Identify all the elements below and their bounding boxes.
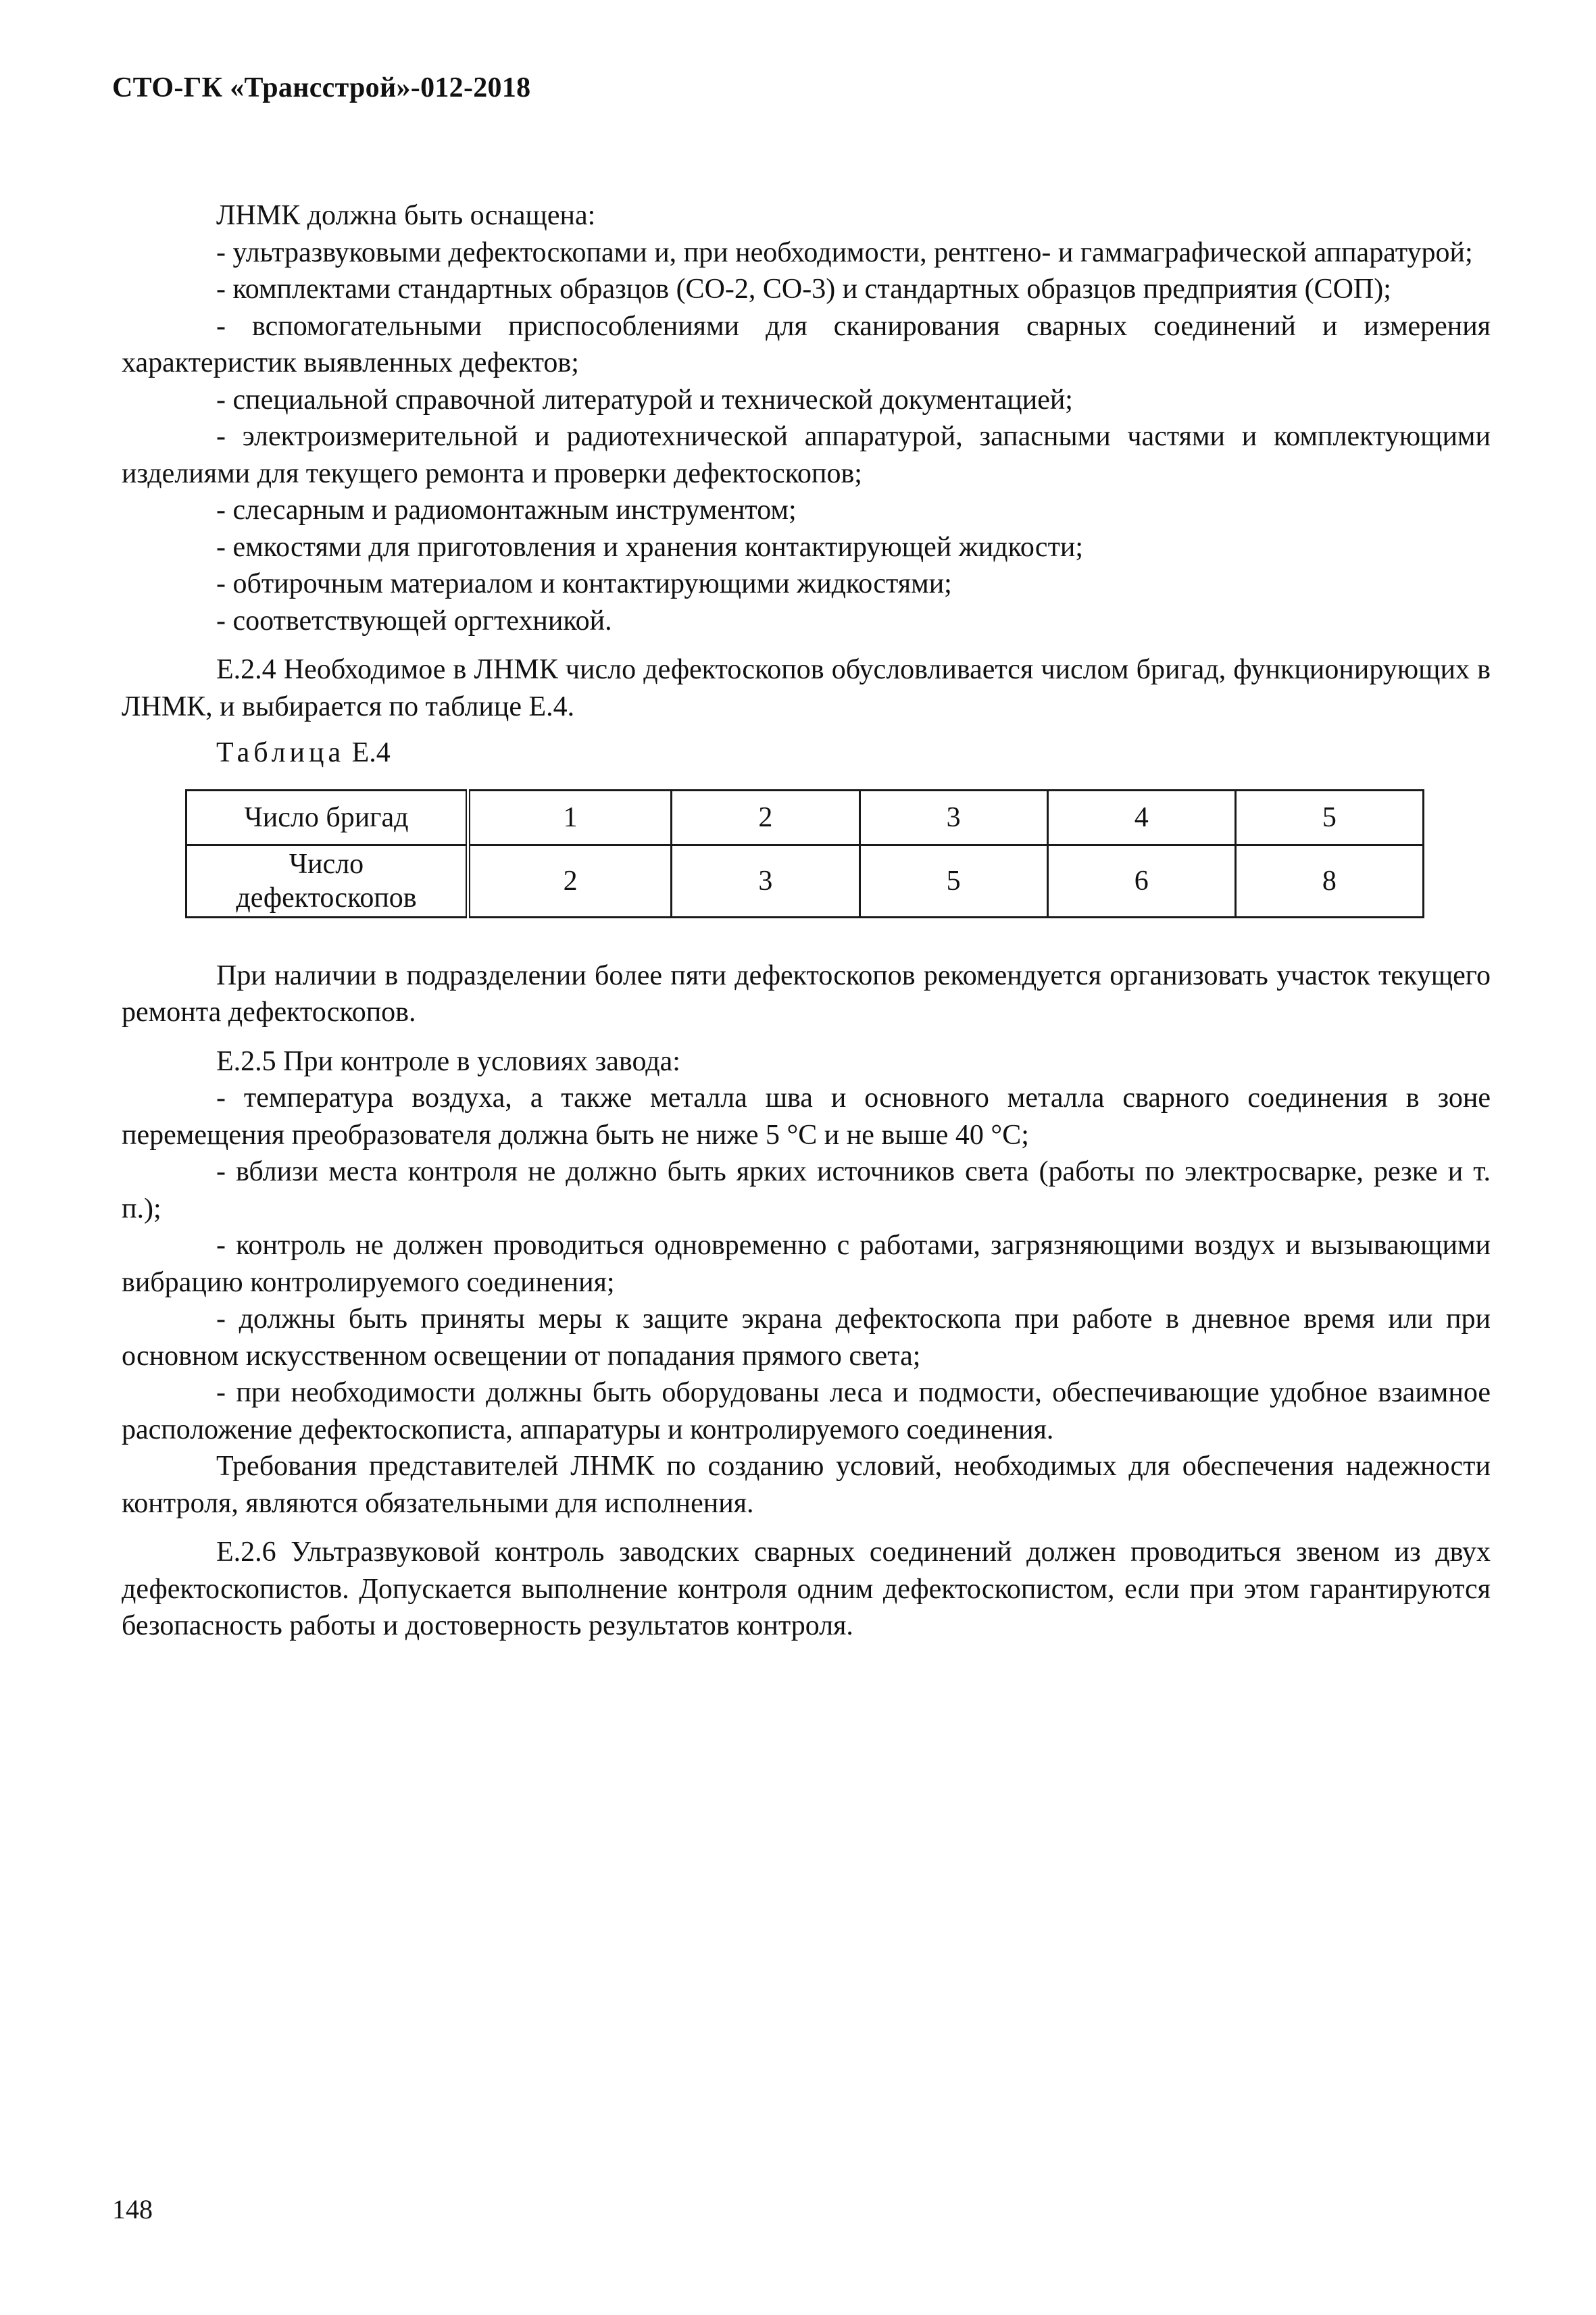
list-item: - специальной справочной литературой и технической документацией;	[216, 384, 1073, 416]
list-item: - обтирочным материалом и контактирующими жидкостями;	[216, 568, 952, 599]
row-header-line: Число	[289, 848, 364, 880]
table-cell: 2	[672, 790, 859, 845]
list-item: - слесарным и радиомонтажным инструментом;	[216, 495, 797, 526]
section-e25-paragraph: Е.2.5 При контроле в условиях завода:	[216, 1045, 680, 1077]
list-item: - контроль не должен проводиться одновременно с работами, загрязняющими воздух и вызывающими вибрацию контролируемого соединения;	[122, 1230, 1491, 1298]
table-e4	[185, 789, 1424, 918]
table-row	[186, 845, 1424, 917]
table-caption-word: Таблица	[216, 737, 345, 768]
table-cell: 3	[859, 790, 1047, 845]
table-cell: 8	[1235, 845, 1423, 917]
paragraph: ЛНМК должна быть оснащена:	[216, 200, 596, 231]
list-item: - ультразвуковыми дефектоскопами и, при необходимости, рентгено- и гаммаграфической аппаратурой;	[216, 237, 1473, 268]
section-e26-paragraph: Е.2.6 Ультразвуковой контроль заводских сварных соединений должен проводиться звеном из двух дефектоскопистов. Допускается выполнение контроля одним дефектоскопистом, если при этом гарантируются безопасность работы и достоверность результатов контроля.	[122, 1537, 1491, 1641]
list-item: - температура воздуха, а также металла шва и основного металла сварного соединения в зоне перемещения преобразователя должна быть не ниже 5 °С и не выше 40 °С;	[122, 1082, 1491, 1151]
list-item: - электроизмерительной и радиотехнической аппаратурой, запасными частями и комплектующими изделиями для текущего ремонта и проверки дефектоскопов;	[122, 421, 1491, 489]
table-cell: 6	[1047, 845, 1235, 917]
table-row	[186, 790, 1424, 845]
table-caption	[122, 735, 1491, 772]
table-caption-number: Е.4	[351, 737, 391, 768]
list-item: - вблизи места контроля не должно быть ярких источников света (работы по электросварке, резке и т. п.);	[122, 1156, 1491, 1224]
list-item: - емкостями для приготовления и хранения контактирующей жидкости;	[216, 531, 1084, 563]
table-cell: 1	[468, 790, 672, 845]
page-number: 148	[112, 2194, 153, 2224]
list-item: - вспомогательными приспособлениями для сканирования сварных соединений и измерения характеристик выявленных дефектов;	[122, 310, 1491, 378]
document-header: СТО-ГК «Трансстрой»-012-2018	[112, 72, 531, 103]
table-cell: 5	[1235, 790, 1423, 845]
row-header-line: дефектоскопов	[236, 882, 417, 914]
list-item: - при необходимости должны быть оборудованы леса и подмости, обеспечивающие удобное взаимное расположение дефектоскописта, аппаратуры и контролируемого соединения.	[122, 1377, 1491, 1445]
row-header-flaw-detectors	[186, 845, 468, 917]
paragraph: Требования представителей ЛНМК по созданию условий, необходимых для обеспечения надежности контроля, являются обязательными для исполнения.	[122, 1451, 1491, 1519]
table-cell: 3	[672, 845, 859, 917]
list-item: - комплектами стандартных образцов (СО-2, СО-3) и стандартных образцов предприятия (СОП);	[216, 274, 1391, 305]
row-header-brigades: Число бригад	[186, 790, 468, 845]
table-cell: 5	[859, 845, 1047, 917]
document-body	[122, 197, 1491, 1645]
list-item: - соответствующей оргтехникой.	[216, 605, 612, 637]
table-cell: 4	[1047, 790, 1235, 845]
list-item: - должны быть приняты меры к защите экрана дефектоскопа при работе в дневное время или при основном искусственном освещении от попадания прямого света;	[122, 1303, 1491, 1372]
paragraph: При наличии в подразделении более пяти дефектоскопов рекомендуется организовать участок текущего ремонта дефектоскопов.	[122, 960, 1491, 1028]
table-cell: 2	[468, 845, 672, 917]
section-e24-paragraph: Е.2.4 Необходимое в ЛНМК число дефектоскопов обусловливается числом бригад, функционирующих в ЛНМК, и выбирается по таблице Е.4.	[122, 654, 1491, 722]
